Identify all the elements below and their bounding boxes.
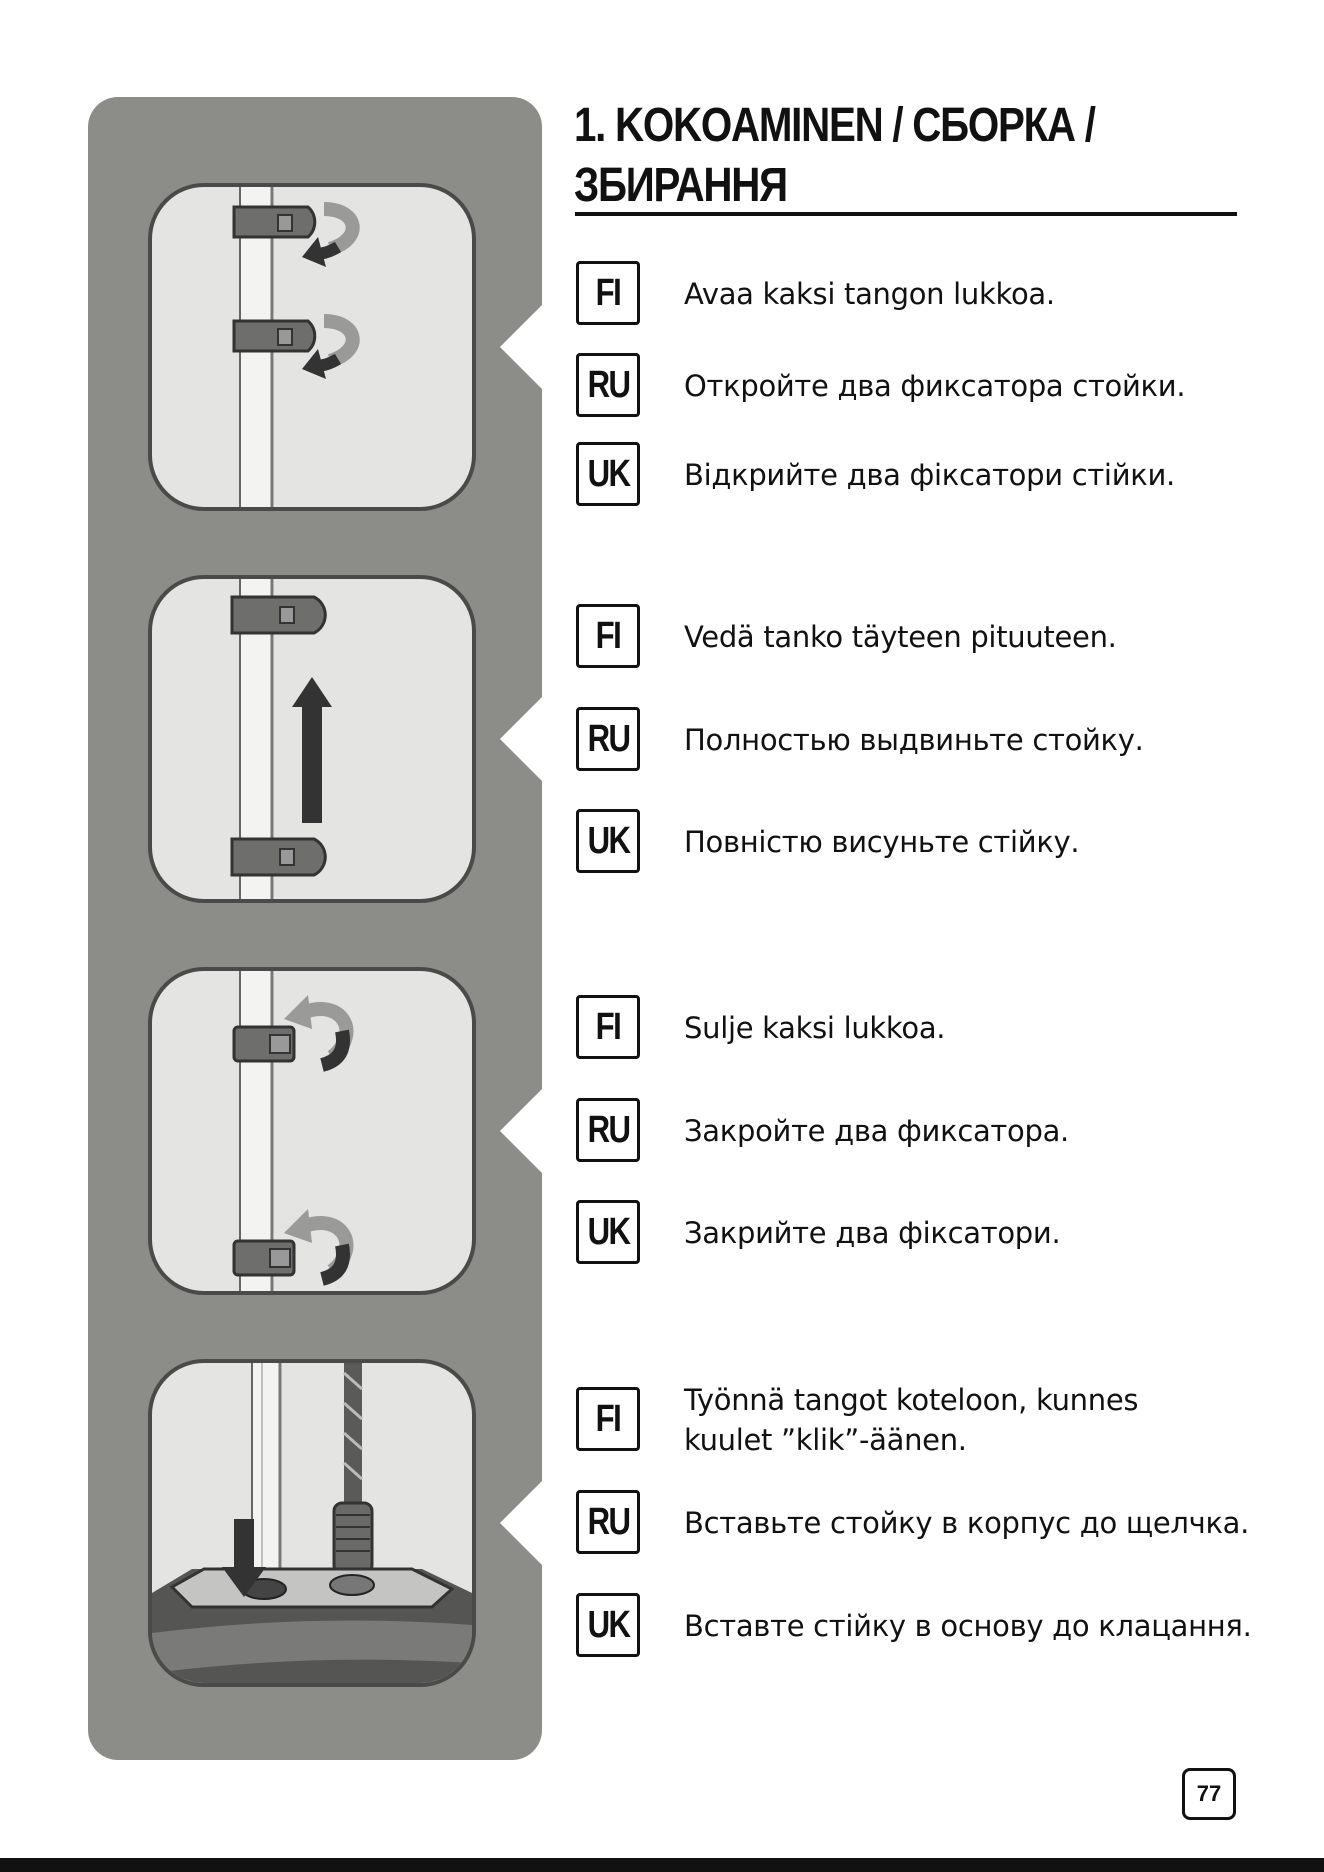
pole-lock-icon (234, 321, 315, 351)
section-heading (574, 96, 1128, 216)
instruction-text: Sulje kaksi lukkoa. (684, 1011, 946, 1045)
step3-uk-row (576, 1200, 1276, 1266)
pole-lock-icon (234, 1241, 294, 1275)
panel-pointer (500, 697, 542, 781)
step1-ru-row (576, 353, 1276, 419)
step1-fi-row (576, 261, 1276, 327)
step3-ru-row (576, 1098, 1276, 1164)
language-badge-uk: UK (576, 1593, 640, 1657)
language-badge-uk: UK (576, 442, 640, 506)
up-arrow-icon (292, 677, 332, 823)
section-heading-line1: 1. KOKOAMINEN / СБОРКА / (574, 99, 1095, 152)
instruction-text: Закрийте два фіксатори. (684, 1216, 1061, 1250)
instruction-text: Вставте стійку в основу до клацання. (684, 1609, 1252, 1643)
pole-lock-icon (232, 839, 325, 875)
instruction-text: Откройте два фиксатора стойки. (684, 369, 1186, 403)
step2-fi-row (576, 604, 1276, 670)
language-badge-fi: FI (576, 261, 640, 325)
section-heading-line2: ЗБИРАННЯ (574, 159, 787, 212)
heading-divider (575, 212, 1237, 216)
pole-lock-icon (234, 1027, 294, 1061)
language-badge-ru: RU (576, 353, 640, 417)
language-badge-fi: FI (576, 1387, 640, 1451)
step1-uk-row (576, 442, 1276, 508)
instruction-text: Avaa kaksi tangon lukkoa. (684, 277, 1055, 311)
language-badge-uk: UK (576, 809, 640, 873)
instruction-text: Повністю висуньте стійку. (684, 825, 1080, 859)
step1-illustration (148, 183, 476, 511)
language-badge-ru: RU (576, 707, 640, 771)
instruction-text-line1: Työnnä tangot koteloon, kunnes (684, 1383, 1139, 1417)
pole-lock-icon (232, 597, 325, 633)
language-badge-fi: FI (576, 604, 640, 668)
step3-illustration (148, 967, 476, 1295)
illustration-sidebar (88, 97, 542, 1760)
bottom-border (0, 1858, 1324, 1872)
instruction-text: Закройте два фиксатора. (684, 1114, 1069, 1148)
panel-pointer (500, 1481, 542, 1565)
panel-pointer (500, 1089, 542, 1173)
step3-fi-row (576, 995, 1276, 1061)
page-number: 77 (1182, 1768, 1236, 1820)
pole-lock-icon (234, 207, 315, 237)
language-badge-uk: UK (576, 1200, 640, 1264)
language-badge-ru: RU (576, 1098, 640, 1162)
language-badge-ru: RU (576, 1490, 640, 1554)
step4-illustration (148, 1359, 476, 1687)
step2-illustration (148, 575, 476, 903)
step4-uk-row (576, 1593, 1276, 1659)
instruction-text: Вставьте стойку в корпус до щелчка. (684, 1506, 1250, 1540)
step4-fi-row (576, 1383, 1276, 1457)
instruction-text (684, 1380, 1274, 1460)
instruction-text: Полностью выдвиньте стойку. (684, 723, 1144, 757)
instruction-text: Відкрийте два фіксатори стійки. (684, 458, 1175, 492)
step2-ru-row (576, 707, 1276, 773)
panel-pointer (500, 305, 542, 389)
step2-uk-row (576, 809, 1276, 875)
step4-ru-row (576, 1490, 1276, 1556)
language-badge-fi: FI (576, 995, 640, 1059)
instruction-text: Vedä tanko täyteen pituuteen. (684, 620, 1117, 654)
instruction-text-line2: kuulet ”klik”-äänen. (684, 1423, 967, 1457)
